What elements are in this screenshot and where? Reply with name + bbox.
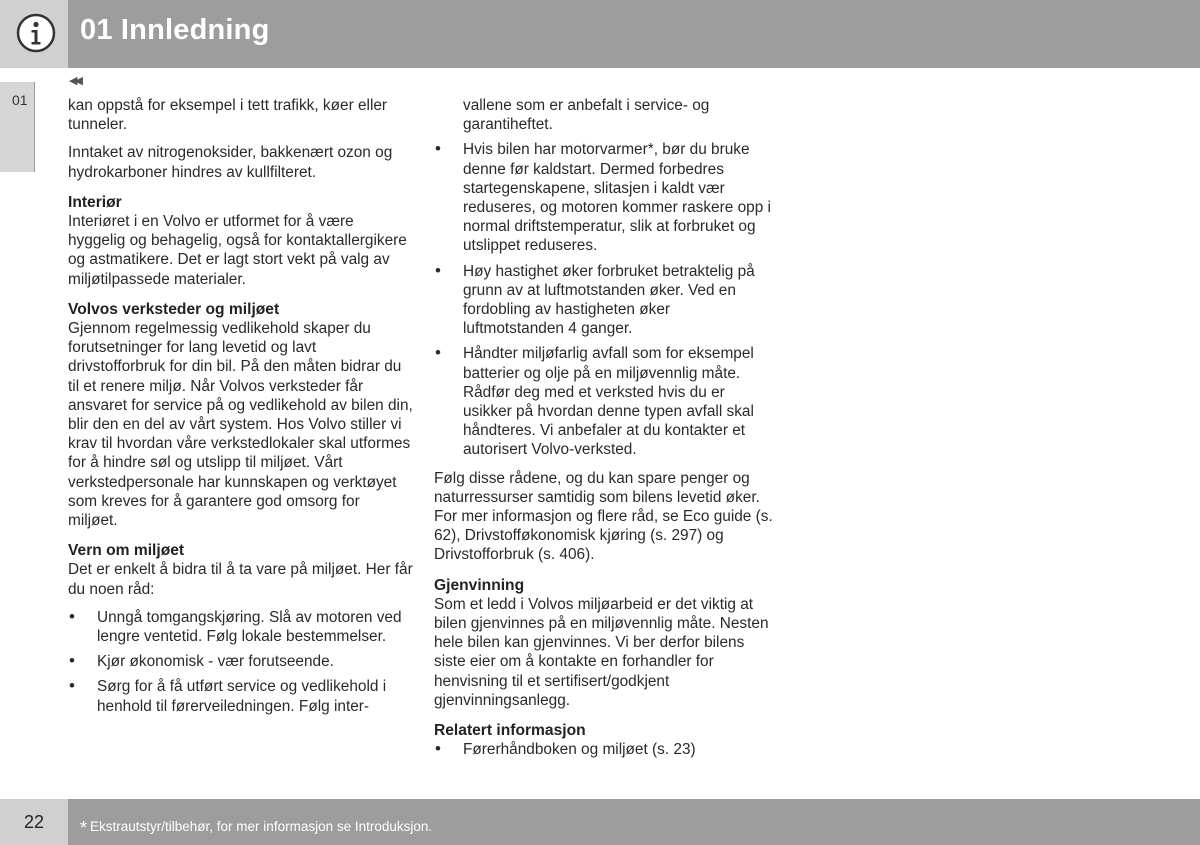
column-right [434, 96, 774, 769]
section-heading-interior: Interiør [68, 193, 122, 211]
section-heading-related: Relatert informasjon [434, 722, 586, 740]
paragraph: Interiøret i en Volvo er utformet for å være hyggelig og behagelig, også for kontaktallergikere og astmatikere. Det er lagt stort vekt på valg av miljøtilpassede materialer. [68, 213, 407, 288]
list-item: • Unngå tomgangskjøring. Slå av motoren ved lengre ventetid. Følg lokale bestemmelser. [68, 608, 413, 646]
list-item: • Kjør økonomisk - vær forutseende. [68, 652, 413, 671]
paragraph: Gjennom regelmessig vedlikehold skaper du forutsetninger for lang levetid og lavt drivstofforbruk for din bil. På den måten bidrar du til et renere miljø. Når Volvos verksteder får ansvaret for service på og vedlikehold av bilen din, blir den en del av vårt system. Hos Volvo stiller vi krav til hvordan våre verkstedlokaler skal utformes for å hindre søl og utslipp til miljøet. Vårt verkstedpersonale har kunnskapen og verktøyet som kreves for å garantere god omsorg for miljøet. [68, 320, 413, 530]
paragraph: Inntaket av nitrogenoksider, bakkenært ozon og hydrokarboner hindres av kullfilteret. [68, 144, 393, 181]
section-heading-workshops: Volvos verksteder og miljøet [68, 300, 280, 318]
related-link[interactable]: • Førerhåndboken og miljøet (s. 23) [434, 740, 774, 759]
page-number: 22 [24, 812, 45, 832]
page-title: 01 Innledning [80, 14, 270, 46]
info-circle-icon [16, 13, 56, 53]
paragraph: Som et ledd i Volvos miljøarbeid er det viktig at bilen gjenvinnes på en miljøvennlig måte. Nesten hele bilen kan gjenvinnes. Vi ber derfor bilens siste eier om å kontakte en forhandler for henvisning til et sertifisert/godkjent gjenvinningsanlegg. [434, 595, 769, 709]
section-heading-recycling: Gjenvinning [434, 576, 525, 594]
asterisk-marker: * [80, 818, 88, 838]
footnote-text: Ekstrautstyr/tilbehør, for mer informasjon se Introduksjon. [90, 819, 433, 834]
paragraph: Følg disse rådene, og du kan spare penger og naturressurser samtidig som bilens levetid øker. For mer informasjon og flere råd, se Eco guide (s. 62), Drivstofføkonomisk kjøring (s. 297) og Drivstofforbruk (s. 406). [434, 469, 773, 564]
list-item: • Hvis bilen har motorvarmer*, bør du bruke denne før kaldstart. Dermed forbedres startegenskapene, slitasjen i kaldt vær reduseres, og motoren kommer raskere opp i normal driftstemperatur, slik at forbruket og utslippet reduseres. [434, 140, 774, 255]
section-heading-protect-environment: Vern om miljøet [68, 542, 185, 560]
related-list [434, 740, 774, 759]
double-chevron-left-icon[interactable]: ◀◀ [69, 75, 80, 87]
paragraph: kan oppstå for eksempel i tett trafikk, køer eller tunneler. [68, 97, 388, 134]
chapter-tab[interactable] [0, 82, 35, 172]
list-item: • Sørg for å få utført service og vedlikehold i henhold til førerveiledningen. Følg inter- [68, 677, 413, 715]
continued-list-text: vallene som er anbefalt i service- og garantiheftet. [463, 97, 710, 134]
advice-list-continued [434, 140, 774, 459]
chapter-tab-label: 01 [12, 92, 28, 108]
column-left [68, 96, 413, 725]
paragraph: Det er enkelt å bidra til å ta vare på miljøet. Her får du noen råd: [68, 561, 413, 598]
advice-list [68, 608, 413, 716]
list-item: • Høy hastighet øker forbruket betraktelig på grunn av at luftmotstanden øker. Ved en fordobling av hastigheten øker luftmotstanden 4 ganger. [434, 262, 774, 339]
header-icon-box [0, 0, 68, 68]
list-item: • Håndter miljøfarlig avfall som for eksempel batterier og olje på en miljøvennlig måte. Rådfør deg med et verksted hvis du er usikker på hvordan denne typen avfall skal håndteres. Vi anbefaler at du kontakter et autorisert Volvo-verksted. [434, 344, 774, 459]
footnote [80, 815, 432, 836]
